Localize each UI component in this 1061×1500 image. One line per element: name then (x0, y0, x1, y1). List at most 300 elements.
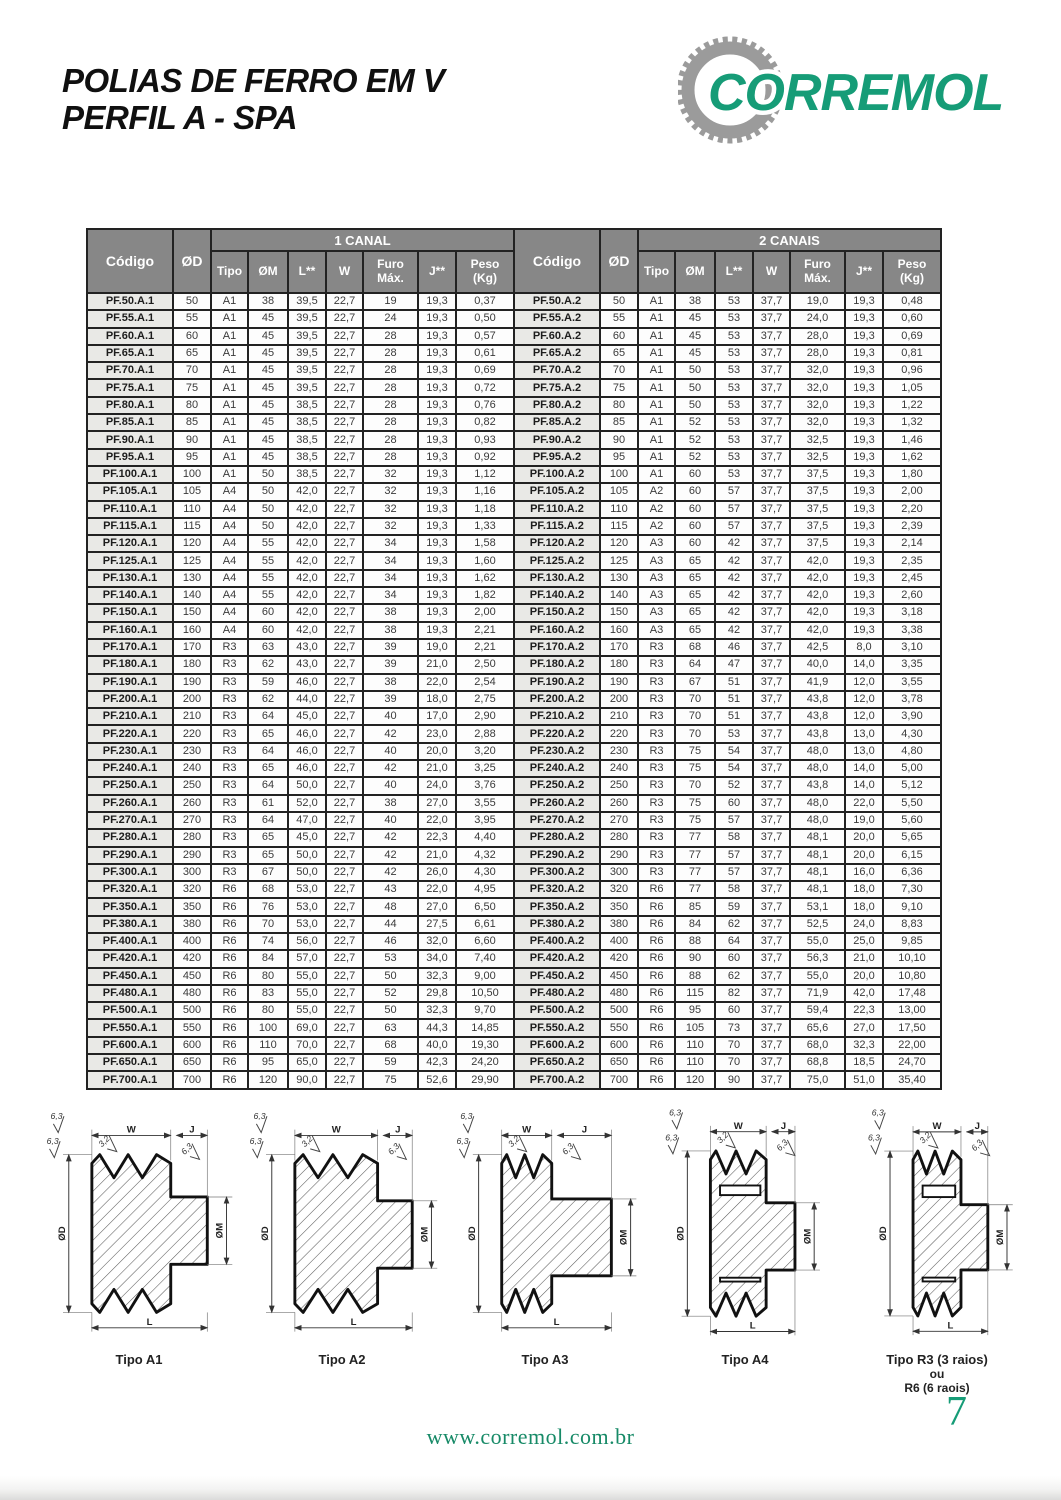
value-cell: 160 (600, 622, 638, 639)
value-cell: 37,7 (753, 1054, 790, 1071)
value-cell: 22,7 (326, 898, 363, 915)
value-cell: 10,80 (883, 968, 941, 985)
value-cell: 32 (363, 466, 418, 483)
value-cell: 42,0 (790, 622, 845, 639)
value-cell: R6 (211, 916, 248, 933)
diagram-tipo-a3 (444, 1096, 646, 1368)
value-cell: 32,0 (418, 933, 456, 950)
diagram-tipo-a2 (241, 1096, 443, 1368)
value-cell: 48,1 (790, 881, 845, 898)
value-cell: 180 (173, 656, 211, 673)
value-cell: 50 (248, 501, 288, 518)
value-cell: 37,7 (753, 328, 790, 345)
value-cell: 20,0 (845, 968, 883, 985)
value-cell: 22,7 (326, 570, 363, 587)
value-cell: 42,0 (288, 518, 326, 535)
value-cell: 60 (675, 518, 715, 535)
value-cell: A4 (211, 501, 248, 518)
value-cell: 38,5 (288, 397, 326, 414)
codigo-cell: PF.380.A.1 (87, 916, 173, 933)
codigo-cell: PF.450.A.2 (514, 968, 600, 985)
svg-text:6,3: 6,3 (665, 1132, 678, 1143)
gear-icon (678, 28, 1008, 158)
table-row (87, 898, 941, 915)
value-cell: 450 (173, 968, 211, 985)
svg-text:6,3: 6,3 (456, 1136, 469, 1147)
value-cell: 110 (600, 501, 638, 518)
value-cell: 18,5 (845, 1054, 883, 1071)
pulley-drawing-tipo-a2 (241, 1096, 443, 1348)
value-cell: R3 (211, 656, 248, 673)
value-cell: 39 (363, 639, 418, 656)
codigo-cell: PF.130.A.1 (87, 570, 173, 587)
value-cell: 13,00 (883, 1002, 941, 1019)
value-cell: A1 (638, 310, 675, 327)
table-row (87, 293, 941, 310)
value-cell: 2,35 (883, 552, 941, 569)
table-row (87, 656, 941, 673)
value-cell: 37,7 (753, 483, 790, 500)
value-cell: 55,0 (790, 968, 845, 985)
value-cell: 73 (715, 1019, 753, 1036)
value-cell: 37,7 (753, 414, 790, 431)
value-cell: 75 (675, 795, 715, 812)
value-cell: 77 (675, 847, 715, 864)
value-cell: R6 (638, 916, 675, 933)
codigo-cell: PF.180.A.1 (87, 656, 173, 673)
value-cell: 105 (600, 483, 638, 500)
value-cell: 45 (248, 449, 288, 466)
value-cell: 500 (173, 1002, 211, 1019)
value-cell: 130 (173, 570, 211, 587)
svg-text:J: J (395, 1124, 401, 1136)
value-cell: 52,5 (790, 916, 845, 933)
value-cell: A1 (638, 466, 675, 483)
table-row (87, 743, 941, 760)
value-cell: 64 (248, 777, 288, 794)
value-cell: 77 (675, 881, 715, 898)
value-cell: 62 (248, 691, 288, 708)
value-cell: 19,3 (418, 310, 456, 327)
value-cell: A1 (211, 449, 248, 466)
value-cell: 22,7 (326, 674, 363, 691)
value-cell: 2,21 (456, 639, 514, 656)
value-cell: 45 (248, 362, 288, 379)
value-cell: 34,0 (418, 950, 456, 967)
value-cell: 32 (363, 518, 418, 535)
svg-text:J: J (189, 1124, 195, 1136)
codigo-cell: PF.75.A.2 (514, 379, 600, 396)
codigo-cell: PF.500.A.1 (87, 1002, 173, 1019)
header-codigo-1: Código (87, 229, 173, 293)
value-cell: 53,0 (288, 898, 326, 915)
value-cell: 37,7 (753, 725, 790, 742)
value-cell: 80 (248, 968, 288, 985)
value-cell: 40 (363, 777, 418, 794)
value-cell: 40 (363, 743, 418, 760)
codigo-cell: PF.210.A.1 (87, 708, 173, 725)
value-cell: 350 (600, 898, 638, 915)
value-cell: 32,3 (418, 968, 456, 985)
codigo-cell: PF.150.A.1 (87, 604, 173, 621)
value-cell: 22,7 (326, 1071, 363, 1088)
value-cell: 22,7 (326, 431, 363, 448)
value-cell: A1 (211, 362, 248, 379)
value-cell: A1 (211, 310, 248, 327)
value-cell: 28 (363, 379, 418, 396)
value-cell: R3 (638, 639, 675, 656)
value-cell: 39,5 (288, 293, 326, 310)
value-cell: R6 (211, 1071, 248, 1088)
value-cell: 22,7 (326, 328, 363, 345)
value-cell: A2 (638, 501, 675, 518)
value-cell: A1 (638, 379, 675, 396)
value-cell: 83 (248, 985, 288, 1002)
value-cell: 42,0 (790, 570, 845, 587)
value-cell: 74 (248, 933, 288, 950)
value-cell: 240 (600, 760, 638, 777)
value-cell: 22,7 (326, 743, 363, 760)
value-cell: 84 (675, 916, 715, 933)
value-cell: 3,78 (883, 691, 941, 708)
value-cell: 37,7 (753, 968, 790, 985)
svg-text:6,3: 6,3 (385, 1141, 402, 1157)
value-cell: 28 (363, 345, 418, 362)
value-cell: 34 (363, 552, 418, 569)
codigo-cell: PF.230.A.1 (87, 743, 173, 760)
value-cell: 37,7 (753, 985, 790, 1002)
value-cell: 120 (600, 535, 638, 552)
sub-header: Tipo (211, 251, 248, 293)
value-cell: 29,8 (418, 985, 456, 1002)
value-cell: 57 (715, 847, 753, 864)
value-cell: 42,3 (418, 1054, 456, 1071)
codigo-cell: PF.50.A.1 (87, 293, 173, 310)
value-cell: 22,7 (326, 604, 363, 621)
codigo-cell: PF.140.A.2 (514, 587, 600, 604)
table-row (87, 708, 941, 725)
value-cell: 120 (173, 535, 211, 552)
value-cell: 28 (363, 397, 418, 414)
value-cell: 19,3 (418, 552, 456, 569)
value-cell: 3,38 (883, 622, 941, 639)
value-cell: 1,46 (883, 431, 941, 448)
codigo-cell: PF.55.A.2 (514, 310, 600, 327)
value-cell: 65 (675, 622, 715, 639)
codigo-cell: PF.105.A.2 (514, 483, 600, 500)
value-cell: 19,3 (418, 328, 456, 345)
value-cell: R3 (211, 639, 248, 656)
codigo-cell: PF.85.A.1 (87, 414, 173, 431)
codigo-cell: PF.220.A.2 (514, 725, 600, 742)
value-cell: 45 (675, 345, 715, 362)
value-cell: 45 (248, 345, 288, 362)
svg-text:6,3: 6,3 (46, 1136, 59, 1147)
value-cell: 13,0 (845, 743, 883, 760)
table-row (87, 501, 941, 518)
codigo-cell: PF.600.A.1 (87, 1037, 173, 1054)
codigo-cell: PF.260.A.1 (87, 795, 173, 812)
value-cell: 75 (173, 379, 211, 396)
value-cell: 19,3 (845, 535, 883, 552)
value-cell: 3,76 (456, 777, 514, 794)
value-cell: 24,0 (845, 916, 883, 933)
value-cell: 0,37 (456, 293, 514, 310)
value-cell: 260 (600, 795, 638, 812)
value-cell: 42,0 (288, 570, 326, 587)
value-cell: 28 (363, 328, 418, 345)
sub-header: Tipo (638, 251, 675, 293)
value-cell: 53 (363, 950, 418, 967)
value-cell: 22,7 (326, 656, 363, 673)
value-cell: 37,7 (753, 795, 790, 812)
table-row (87, 777, 941, 794)
value-cell: 28 (363, 431, 418, 448)
value-cell: 37,7 (753, 552, 790, 569)
value-cell: 47,0 (288, 812, 326, 829)
value-cell: 110 (173, 501, 211, 518)
value-cell: 6,36 (883, 864, 941, 881)
value-cell: 32,0 (790, 414, 845, 431)
value-cell: 65 (248, 760, 288, 777)
value-cell: 53 (715, 449, 753, 466)
codigo-cell: PF.100.A.1 (87, 466, 173, 483)
value-cell: 53 (715, 414, 753, 431)
value-cell: 43,0 (288, 656, 326, 673)
value-cell: 48,0 (790, 795, 845, 812)
value-cell: 75 (675, 812, 715, 829)
value-cell: 32,5 (790, 449, 845, 466)
table-row (87, 535, 941, 552)
value-cell: 19,3 (845, 449, 883, 466)
value-cell: 5,65 (883, 829, 941, 846)
codigo-cell: PF.65.A.2 (514, 345, 600, 362)
value-cell: 22,7 (326, 449, 363, 466)
value-cell: 32,3 (418, 1002, 456, 1019)
value-cell: 65 (600, 345, 638, 362)
value-cell: 52 (363, 985, 418, 1002)
value-cell: 40,0 (790, 656, 845, 673)
value-cell: A4 (211, 604, 248, 621)
value-cell: 37,7 (753, 691, 790, 708)
value-cell: 550 (600, 1019, 638, 1036)
value-cell: 59,4 (790, 1002, 845, 1019)
value-cell: R6 (211, 985, 248, 1002)
value-cell: 67 (675, 674, 715, 691)
value-cell: 32 (363, 483, 418, 500)
value-cell: 38,5 (288, 466, 326, 483)
value-cell: R3 (638, 847, 675, 864)
value-cell: 3,35 (883, 656, 941, 673)
value-cell: R3 (638, 691, 675, 708)
value-cell: 64 (675, 656, 715, 673)
codigo-cell: PF.210.A.2 (514, 708, 600, 725)
value-cell: 53 (715, 345, 753, 362)
header-group-1canal: 1 CANAL (211, 229, 514, 251)
value-cell: 37,7 (753, 535, 790, 552)
value-cell: 0,81 (883, 345, 941, 362)
value-cell: A4 (211, 587, 248, 604)
table-row (87, 431, 941, 448)
value-cell: R6 (638, 1002, 675, 1019)
value-cell: 68,8 (790, 1054, 845, 1071)
codigo-cell: PF.480.A.2 (514, 985, 600, 1002)
value-cell: 64 (248, 743, 288, 760)
value-cell: 21,0 (418, 760, 456, 777)
value-cell: 37,7 (753, 881, 790, 898)
value-cell: 1,60 (456, 552, 514, 569)
value-cell: 14,0 (845, 656, 883, 673)
value-cell: 75 (363, 1071, 418, 1088)
codigo-cell: PF.170.A.1 (87, 639, 173, 656)
value-cell: 88 (675, 968, 715, 985)
value-cell: 42 (715, 552, 753, 569)
value-cell: 400 (600, 933, 638, 950)
value-cell: A1 (638, 293, 675, 310)
value-cell: 21,0 (845, 950, 883, 967)
value-cell: R6 (638, 968, 675, 985)
svg-text:ØD: ØD (675, 1226, 687, 1241)
value-cell: R3 (211, 725, 248, 742)
value-cell: 600 (600, 1037, 638, 1054)
sub-header: Furo Máx. (790, 251, 845, 293)
value-cell: 260 (173, 795, 211, 812)
value-cell: 19,3 (418, 570, 456, 587)
value-cell: 115 (173, 518, 211, 535)
codigo-cell: PF.270.A.1 (87, 812, 173, 829)
value-cell: 22,7 (326, 933, 363, 950)
value-cell: 37,7 (753, 898, 790, 915)
website-link[interactable]: www.corremol.com.br (426, 1424, 635, 1449)
pulley-drawing-tipo-r3-r6 (844, 1096, 1030, 1348)
codigo-cell: PF.700.A.1 (87, 1071, 173, 1088)
value-cell: 120 (248, 1071, 288, 1088)
value-cell: 95 (675, 1002, 715, 1019)
value-cell: 60 (715, 950, 753, 967)
value-cell: 44 (363, 916, 418, 933)
value-cell: 46 (363, 933, 418, 950)
value-cell: 90 (600, 431, 638, 448)
value-cell: 10,50 (456, 985, 514, 1002)
value-cell: 115 (600, 518, 638, 535)
value-cell: 56,3 (790, 950, 845, 967)
value-cell: 95 (600, 449, 638, 466)
table-row (87, 812, 941, 829)
value-cell: 2,54 (456, 674, 514, 691)
value-cell: 65 (675, 604, 715, 621)
value-cell: 19,3 (845, 328, 883, 345)
value-cell: A1 (638, 449, 675, 466)
value-cell: R3 (211, 760, 248, 777)
value-cell: 2,75 (456, 691, 514, 708)
value-cell: 22,7 (326, 864, 363, 881)
value-cell: 65 (248, 829, 288, 846)
value-cell: 43 (363, 881, 418, 898)
codigo-cell: PF.125.A.2 (514, 552, 600, 569)
codigo-cell: PF.115.A.1 (87, 518, 173, 535)
value-cell: 22,7 (326, 518, 363, 535)
value-cell: 27,5 (418, 916, 456, 933)
value-cell: 2,88 (456, 725, 514, 742)
svg-text:ØM: ØM (995, 1229, 1007, 1246)
codigo-cell: PF.105.A.1 (87, 483, 173, 500)
codigo-cell: PF.80.A.1 (87, 397, 173, 414)
value-cell: 110 (248, 1037, 288, 1054)
value-cell: 55 (248, 570, 288, 587)
value-cell: 110 (675, 1054, 715, 1071)
value-cell: 25,0 (845, 933, 883, 950)
value-cell: 22,3 (845, 1002, 883, 1019)
value-cell: 150 (173, 604, 211, 621)
value-cell: 19,3 (845, 587, 883, 604)
table-row (87, 1071, 941, 1088)
value-cell: 21,0 (418, 847, 456, 864)
svg-text:6,3: 6,3 (669, 1107, 682, 1118)
value-cell: 0,72 (456, 379, 514, 396)
value-cell: A1 (211, 379, 248, 396)
value-cell: 34 (363, 587, 418, 604)
value-cell: 105 (173, 483, 211, 500)
table-row (87, 639, 941, 656)
value-cell: R6 (211, 950, 248, 967)
value-cell: 37,7 (753, 1019, 790, 1036)
value-cell: 2,00 (456, 604, 514, 621)
diagram-caption: Tipo A3 (521, 1352, 569, 1367)
value-cell: 0,82 (456, 414, 514, 431)
value-cell: 42,0 (288, 622, 326, 639)
value-cell: 38 (363, 795, 418, 812)
value-cell: 39,5 (288, 379, 326, 396)
value-cell: 45 (248, 310, 288, 327)
value-cell: 62 (248, 656, 288, 673)
value-cell: 20,0 (418, 743, 456, 760)
value-cell: R3 (638, 674, 675, 691)
value-cell: 24,20 (456, 1054, 514, 1071)
value-cell: 3,95 (456, 812, 514, 829)
value-cell: 50,0 (288, 864, 326, 881)
value-cell: 290 (600, 847, 638, 864)
value-cell: 19,3 (845, 414, 883, 431)
codigo-cell: PF.600.A.2 (514, 1037, 600, 1054)
value-cell: 37,7 (753, 1071, 790, 1088)
value-cell: 22,7 (326, 535, 363, 552)
diagram-tipo-a4 (647, 1096, 843, 1368)
svg-text:3,2: 3,2 (299, 1133, 315, 1149)
value-cell: 65 (173, 345, 211, 362)
table-row (87, 570, 941, 587)
value-cell: 22,7 (326, 483, 363, 500)
table-row (87, 864, 941, 881)
table-row (87, 362, 941, 379)
value-cell: 70 (715, 1054, 753, 1071)
table-row (87, 622, 941, 639)
codigo-cell: PF.260.A.2 (514, 795, 600, 812)
value-cell: 37,7 (753, 397, 790, 414)
value-cell: 4,30 (456, 864, 514, 881)
value-cell: 53,1 (790, 898, 845, 915)
value-cell: 37,5 (790, 466, 845, 483)
value-cell: 65,0 (288, 1054, 326, 1071)
svg-text:ØD: ØD (878, 1226, 890, 1241)
codigo-cell: PF.700.A.2 (514, 1071, 600, 1088)
value-cell: 320 (173, 881, 211, 898)
value-cell: 5,60 (883, 812, 941, 829)
value-cell: A1 (638, 362, 675, 379)
value-cell: 34 (363, 570, 418, 587)
codigo-cell: PF.480.A.1 (87, 985, 173, 1002)
value-cell: 52 (715, 777, 753, 794)
svg-text:J: J (974, 1121, 980, 1132)
